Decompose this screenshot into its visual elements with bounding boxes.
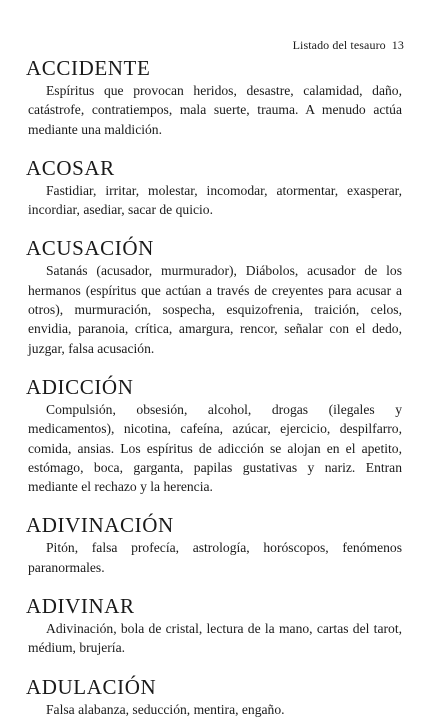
entry-acusacion <box>28 236 404 357</box>
entry-definition: Adivinación, bola de cristal, lectura de la mano, cartas del tarot, médium, brujería. <box>28 621 402 656</box>
entry-adivinacion <box>28 513 404 577</box>
running-title: Listado del tesauro <box>292 38 386 52</box>
entry-definition: Pitón, falsa profecía, astrología, horóscopos, fenómenos paranormales. <box>28 540 402 575</box>
entry-definition: Compulsión, obsesión, alcohol, drogas (ilegales y medicamentos), nicotina, cafeína, azúcar, ejercicio, despilfarro, comida, ansias. Los espíritus de adicción se alojan en el apetito, estómago, boca, garganta, papilas gustativas y nariz. Entran mediante el rechazo y la herencia. <box>28 401 402 495</box>
entry-accidente <box>28 56 404 139</box>
thesaurus-list <box>28 34 404 719</box>
entry-term: ACCIDENTE <box>26 56 151 80</box>
entry-term: ACUSACIÓN <box>26 236 154 261</box>
entry-adulacion <box>28 675 404 719</box>
entry-adiccion <box>28 375 404 496</box>
entry-term: ADICCIÓN <box>26 374 134 399</box>
page-number: 13 <box>391 38 404 52</box>
entry-term: ADIVINACIÓN <box>26 513 174 538</box>
entry-term: ACOSAR <box>26 155 115 180</box>
entry-definition: Satanás (acusador, murmurador), Diábolos, acusador de los hermanos (espíritus que actúan a través de creyentes para acusar a otros), murmuración, sospecha, esquizofrenia, traición, celos, envidia, paranoia, crítica, amargura, rencor, señalar con el dedo, juzgar, falsa acusación. <box>28 263 402 356</box>
entry-definition: Fastidiar, irritar, molestar, incomodar, atormentar, exasperar, incordiar, asediar, sacar de quicio. <box>28 182 402 218</box>
entry-adivinar <box>28 594 404 658</box>
entry-definition: Espíritus que provocan heridos, desastre, calamidad, daño, catástrofe, contratiempos, mala suerte, trauma. A menudo actúa mediante una maldición. <box>28 83 402 137</box>
entry-term: ADIVINAR <box>26 594 135 619</box>
entry-definition: Falsa alabanza, seducción, mentira, engaño. <box>46 701 285 717</box>
entry-term: ADULACIÓN <box>26 674 157 699</box>
entry-acosar <box>28 156 404 220</box>
